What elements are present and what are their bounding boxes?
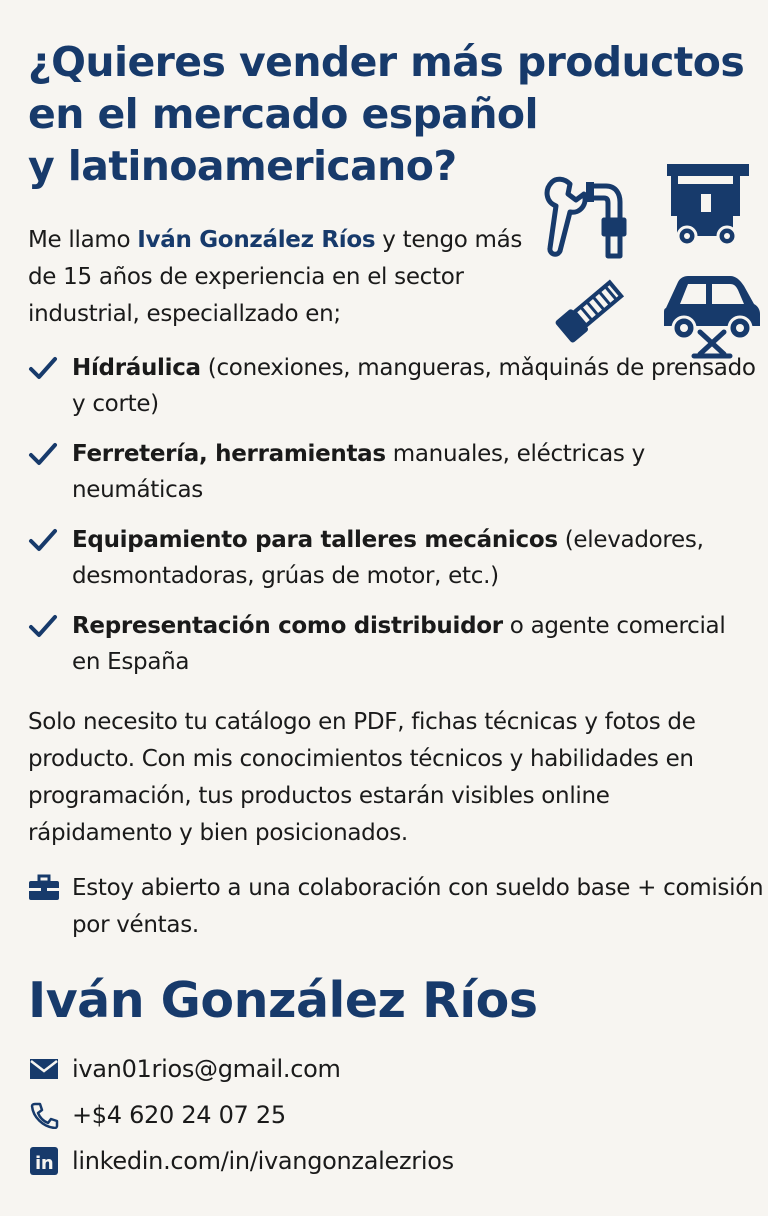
collaboration-text: Estoy abierto a una colaboración con sueldo base + comisión por véntas. [72,875,764,938]
intro-after: y tengo más de 15 años de experiencia en el sector industrial, especiallzado en; [28,227,523,327]
contact-linkedin[interactable] [28,1138,454,1184]
service-detail: o agente comercial en España [72,613,726,675]
signature-name: Iván González Ríos [28,972,538,1029]
list-item [28,522,758,594]
list-item [28,608,758,680]
phone-text[interactable]: +$4 620 24 07 25 [72,1101,286,1129]
wrench-pipe-icon [540,170,635,265]
services-list [28,350,758,694]
phone-icon [28,1101,60,1129]
contact-list [28,1046,454,1184]
description-paragraph: Solo necesito tu catálogo en PDF, fichas técnicas y fotos de producto. Con mis conocimientos técnicos y habilidades en programación, tus productos estarán visibles online rápidamento y bien posicionados. [28,709,696,846]
check-icon [28,440,58,468]
service-title: Hídráulica [72,355,201,381]
service-detail: (conexiones, mangueras, mǎquinás de prensado y corte) [72,355,756,417]
service-title: Equipamiento para talleres mecánicos [72,527,558,553]
envelope-icon [28,1055,60,1083]
intro-name: Iván González Ríos [137,227,376,253]
list-item [28,436,758,508]
check-icon [28,354,58,382]
car-lift-icon [660,270,764,360]
service-detail: manuales, eléctricas y neumáticas [72,441,645,503]
briefcase-icon [28,874,60,902]
service-detail: (elevadores, desmontadoras, grúas de motor, etc.) [72,527,704,589]
check-icon [28,612,58,640]
industry-icons [535,160,768,360]
intro-before: Me llamo [28,227,138,253]
forklift-icon [663,160,753,250]
bolt-icon [543,270,633,352]
contact-phone[interactable] [28,1092,454,1138]
linkedin-text[interactable]: linkedin.com/in/ivangonzalezrios [72,1147,454,1175]
svg-text:in: in [35,1153,54,1174]
headline-line-1: ¿Quieres vender más productos [28,38,745,86]
collaboration-note [28,870,768,944]
email-text[interactable]: ivan01rios@gmail.com [72,1055,341,1083]
service-title: Representación como distribuidor [72,613,503,639]
contact-email[interactable] [28,1046,454,1092]
check-icon [28,526,58,554]
list-item [28,350,758,422]
linkedin-icon [28,1147,60,1175]
service-title: Ferretería, herramientas [72,441,386,467]
headline-line-2: en el mercado español [28,90,538,138]
headline-line-3: y latinoamericano? [28,142,457,190]
intro-text [28,222,528,333]
